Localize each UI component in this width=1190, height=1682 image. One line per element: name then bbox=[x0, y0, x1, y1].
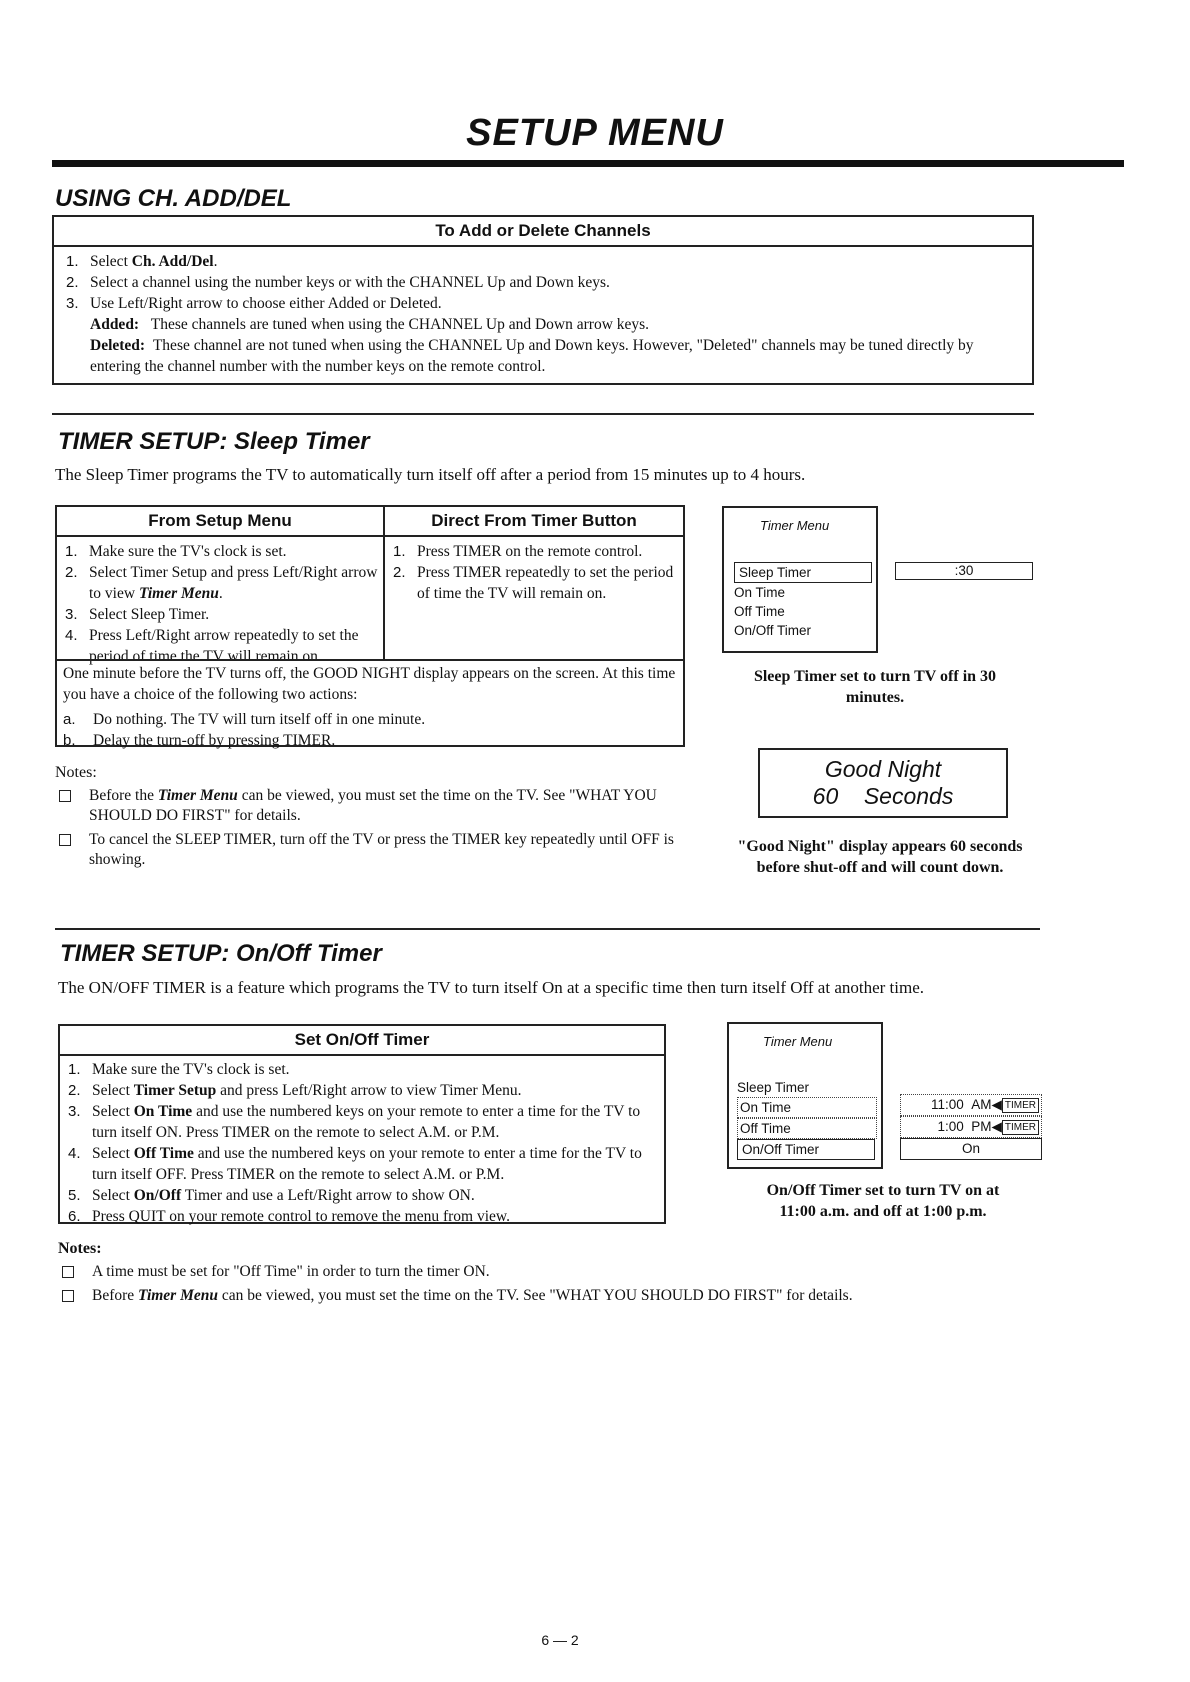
timer-button-icon: TIMER bbox=[1002, 1120, 1039, 1135]
sleep-value-box: :30 bbox=[895, 562, 1033, 580]
note-item: Before Timer Menu can be viewed, you must set the time on the TV. See "WHAT YOU SHOULD DO FIRST" for details. bbox=[58, 1286, 1058, 1306]
chadd-steps bbox=[60, 251, 1026, 314]
goodnight-count: 60 bbox=[812, 783, 839, 809]
goodnight-line1: Good Night bbox=[824, 756, 942, 782]
sleep-action: b. Delay the turn-off by pressing TIMER. bbox=[63, 732, 336, 749]
note-item: Before the Timer Menu can be viewed, you must set the time on the TV. See "WHAT YOU SHOULD DO FIRST" for details. bbox=[55, 786, 675, 826]
sleep-table bbox=[55, 505, 685, 747]
notes-title: Notes: bbox=[58, 1240, 102, 1257]
sleep-goodnight-info bbox=[57, 659, 683, 753]
section-divider bbox=[55, 928, 1040, 930]
onoff-caption: On/Off Timer set to turn TV on at 11:00 a.m. and off at 1:00 p.m. bbox=[766, 1182, 1000, 1220]
onoff-notes bbox=[58, 1240, 1058, 1306]
goodnight-text: One minute before the TV turns off, the GOOD NIGHT display appears on the screen. At this time you have a choice of the following two actions: bbox=[63, 665, 676, 703]
onoff-value-box: On bbox=[900, 1138, 1042, 1160]
sleep-intro: The Sleep Timer programs the TV to automatically turn itself off after a period from 15 minutes up to 4 hours. bbox=[55, 465, 806, 484]
onoff-timer-menu bbox=[727, 1022, 883, 1169]
timer-menu-title: Timer Menu bbox=[763, 1034, 833, 1049]
sleep-col2-step: 2. Press TIMER repeatedly to set the period of time the TV will remain on. bbox=[393, 564, 674, 602]
sleep-actions bbox=[63, 709, 677, 751]
sleep-col1-steps bbox=[57, 537, 383, 667]
onoff-step: 2. Select Timer Setup and press Left/Right arrow to view Timer Menu. bbox=[68, 1082, 522, 1099]
chadd-box bbox=[52, 215, 1034, 385]
sleep-col1-step: 2. Select Timer Setup and press Left/Right arrow to view Timer Menu. bbox=[65, 564, 378, 602]
chadd-step: 3. Use Left/Right arrow to choose either Added or Deleted. bbox=[66, 295, 442, 312]
onoff-step: 4. Select Off Time and use the numbered keys on your remote to enter a time for the TV to turn itself OFF. Press TIMER on the remote to select A.M. or P.M. bbox=[68, 1145, 642, 1183]
sleep-heading: TIMER SETUP: Sleep Timer bbox=[58, 428, 370, 455]
note-item: A time must be set for "Off Time" in order to turn the timer ON. bbox=[58, 1262, 1058, 1282]
page-number: 6 — 2 bbox=[541, 1632, 579, 1648]
sleep-col1-title: From Setup Menu bbox=[57, 507, 383, 537]
sleep-action: a. Do nothing. The TV will turn itself off in one minute. bbox=[63, 711, 426, 728]
checkbox-bullet-icon bbox=[62, 1290, 74, 1302]
sleep-col1-step: 3. Select Sleep Timer. bbox=[65, 606, 210, 623]
chadd-box-title: To Add or Delete Channels bbox=[54, 217, 1032, 247]
sleep-col1-step: 1. Make sure the TV's clock is set. bbox=[65, 543, 287, 560]
timer-button-icon: TIMER bbox=[1002, 1098, 1039, 1113]
onoff-intro: The ON/OFF TIMER is a feature which programs the TV to turn itself On at a specific time then turn itself Off at another time. bbox=[58, 978, 925, 997]
sleep-col2-step: 1. Press TIMER on the remote control. bbox=[393, 543, 643, 560]
menu-item-sleep-timer: Sleep Timer bbox=[737, 1080, 810, 1095]
onoff-step: 1. Make sure the TV's clock is set. bbox=[68, 1061, 290, 1078]
sleep-col1-step: 4. Press Left/Right arrow repeatedly to set the period of time the TV will remain on. bbox=[65, 627, 359, 665]
onoff-box-title: Set On/Off Timer bbox=[60, 1026, 664, 1056]
on-time-value: 11:00 AM◀ TIMER bbox=[900, 1094, 1042, 1116]
menu-item-off-time: Off Time bbox=[737, 1118, 877, 1139]
checkbox-bullet-icon bbox=[59, 834, 71, 846]
goodnight-unit: Seconds bbox=[863, 783, 954, 809]
menu-item-sleep-timer: Sleep Timer bbox=[734, 562, 872, 583]
goodnight-display bbox=[758, 748, 1008, 818]
sleep-notes bbox=[55, 764, 675, 870]
title-rule bbox=[52, 160, 1124, 167]
sleep-col2 bbox=[385, 507, 683, 659]
onoff-values bbox=[900, 1094, 1042, 1160]
chadd-deleted: Deleted: These channel are not tuned when using the CHANNEL Up and Down keys. However, "Deleted" channels may be tuned directly by entering the channel number with the number keys on the remote control. bbox=[90, 337, 974, 375]
onoff-step: 5. Select On/Off Timer and use a Left/Right arrow to show ON. bbox=[68, 1187, 475, 1204]
off-time-value: 1:00 PM◀ TIMER bbox=[900, 1116, 1042, 1138]
chadd-step: 2. Select a channel using the number keys or with the CHANNEL Up and Down keys. bbox=[66, 274, 610, 291]
menu-item-on-time: On Time bbox=[737, 1097, 877, 1118]
sleep-timer-menu bbox=[722, 506, 878, 653]
sleep-caption: Sleep Timer set to turn TV off in 30 minutes. bbox=[753, 668, 997, 706]
menu-item-onoff-timer: On/Off Timer bbox=[734, 623, 812, 638]
chadd-heading: USING CH. ADD/DEL bbox=[55, 185, 292, 212]
onoff-step: 3. Select On Time and use the numbered keys on your remote to enter a time for the TV to turn itself ON. Press TIMER on the remote to select A.M. or P.M. bbox=[68, 1103, 641, 1141]
page-title: SETUP MENU bbox=[466, 112, 724, 154]
onoff-step: 6. Press QUIT on your remote control to remove the menu from view. bbox=[68, 1208, 510, 1225]
onoff-box bbox=[58, 1024, 666, 1224]
menu-item-on-time: On Time bbox=[734, 585, 786, 600]
onoff-heading: TIMER SETUP: On/Off Timer bbox=[60, 940, 382, 967]
section-divider bbox=[52, 413, 1034, 415]
checkbox-bullet-icon bbox=[59, 790, 71, 802]
sleep-col2-steps bbox=[385, 537, 683, 604]
onoff-steps bbox=[60, 1056, 664, 1227]
note-item: To cancel the SLEEP TIMER, turn off the TV or press the TIMER key repeatedly until OFF is showing. bbox=[55, 830, 675, 870]
sleep-col2-title: Direct From Timer Button bbox=[385, 507, 683, 537]
chadd-step: 1. Select Ch. Add/Del. bbox=[66, 253, 218, 270]
notes-title: Notes: bbox=[55, 764, 97, 781]
goodnight-caption: "Good Night" display appears 60 seconds before shut-off and will count down. bbox=[737, 838, 1023, 876]
timer-menu-title: Timer Menu bbox=[760, 518, 830, 533]
sleep-col1 bbox=[57, 507, 385, 665]
menu-item-onoff-timer: On/Off Timer bbox=[737, 1139, 875, 1160]
checkbox-bullet-icon bbox=[62, 1266, 74, 1278]
menu-item-off-time: Off Time bbox=[734, 604, 785, 619]
chadd-added: Added: These channels are tuned when using the CHANNEL Up and Down arrow keys. bbox=[90, 316, 650, 333]
